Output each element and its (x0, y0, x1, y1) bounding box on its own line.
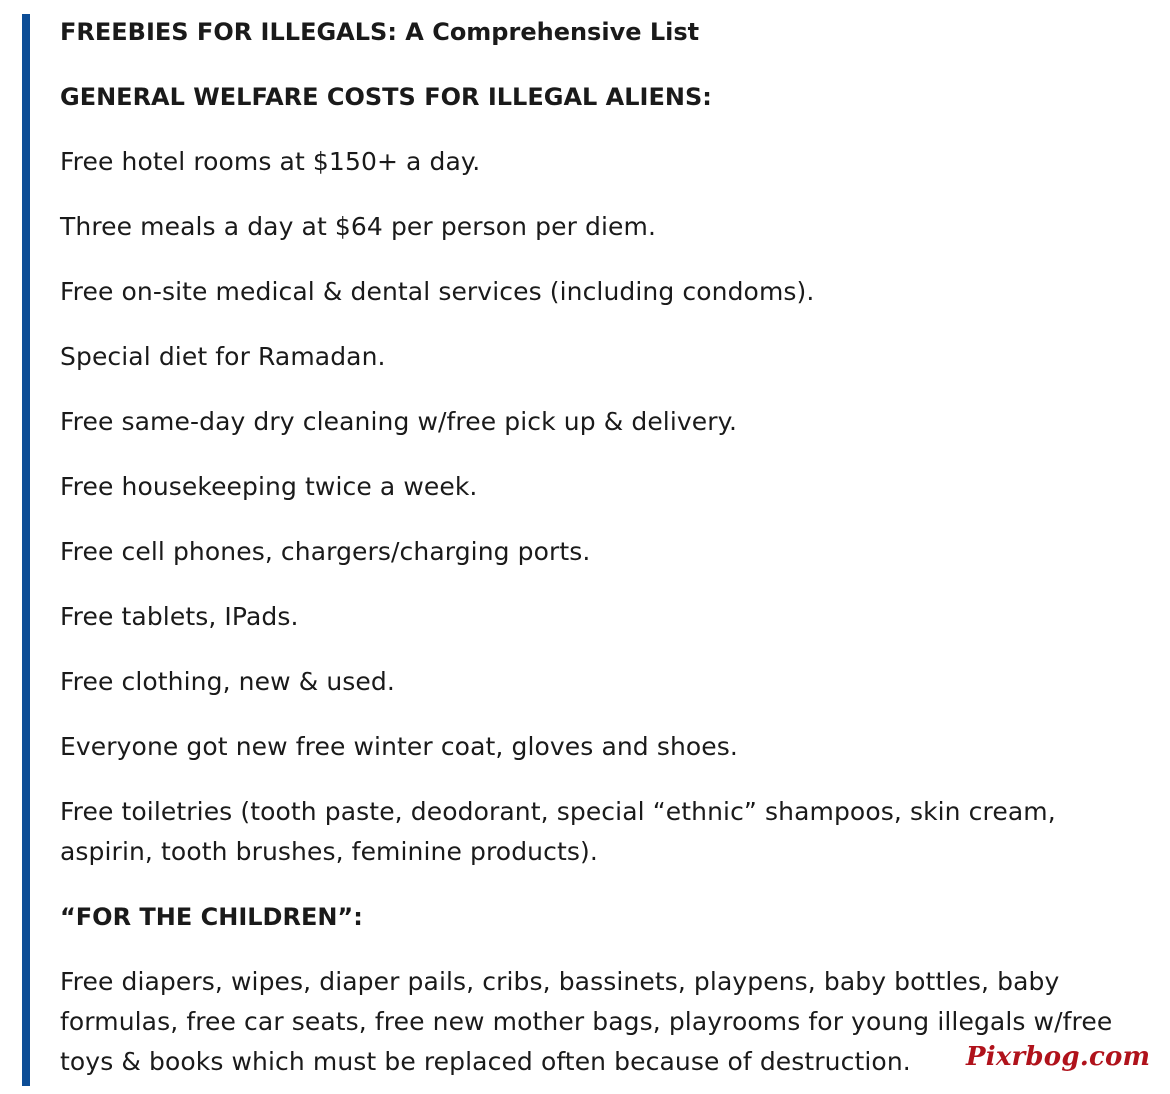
list-item: Free cell phones, chargers/charging ports. (60, 537, 591, 566)
section-heading-general-welfare: GENERAL WELFARE COSTS FOR ILLEGAL ALIENS: (60, 83, 712, 111)
list-item: Free diapers, wipes, diaper pails, cribs, bassinets, playpens, baby bottles, baby formulas, free car seats, free new mother bags, playrooms for young illegals w/free toys & books which must be replaced often because of destruction. (60, 967, 1113, 1076)
list-item: Three meals a day at $64 per person per diem. (60, 212, 657, 241)
section-heading-for-the-children: “FOR THE CHILDREN”: (60, 903, 363, 931)
list-item: Free toiletries (tooth paste, deodorant, special “ethnic” shampoos, skin cream, aspirin, tooth brushes, feminine products). (60, 797, 1056, 866)
list-item: Free clothing, new & used. (60, 667, 395, 696)
article-content (60, 12, 1155, 1082)
list-item: Everyone got new free winter coat, gloves and shoes. (60, 732, 738, 761)
blockquote-bar (22, 14, 30, 1086)
list-item: Free on-site medical & dental services (including condoms). (60, 277, 815, 306)
page-title: FREEBIES FOR ILLEGALS: A Comprehensive List (60, 18, 700, 46)
watermark: Pixrbog.com (966, 1042, 1151, 1072)
list-item: Free tablets, IPads. (60, 602, 299, 631)
list-item: Free housekeeping twice a week. (60, 472, 478, 501)
list-item: Free same-day dry cleaning w/free pick up & delivery. (60, 407, 738, 436)
list-item: Free hotel rooms at $150+ a day. (60, 147, 481, 176)
list-item: Special diet for Ramadan. (60, 342, 386, 371)
